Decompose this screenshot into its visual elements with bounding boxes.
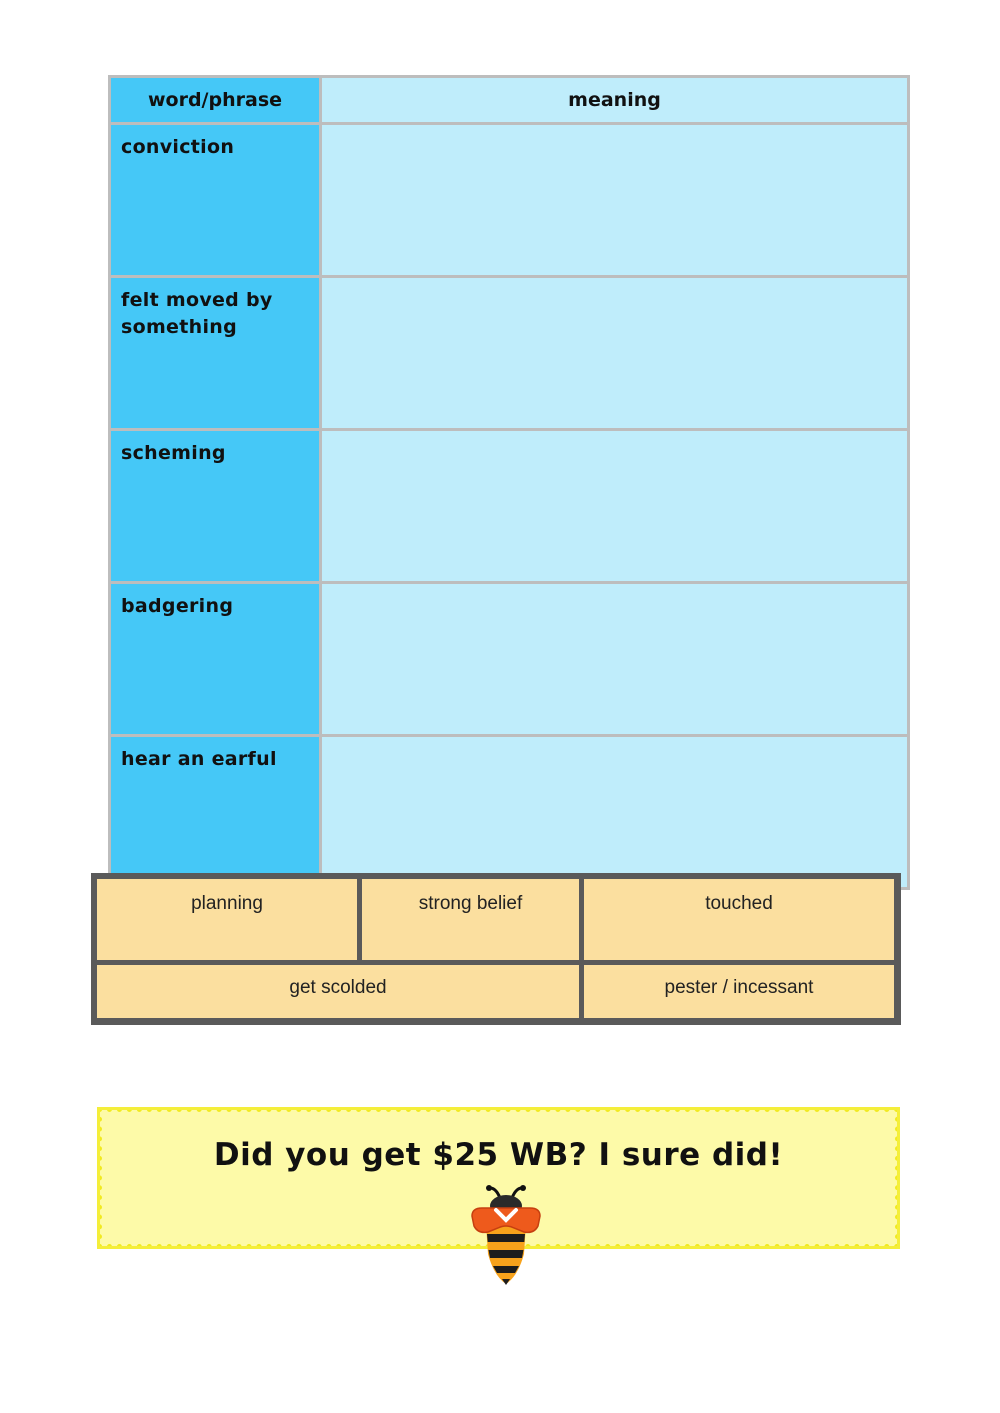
word-bank-option[interactable]: get scolded	[97, 965, 579, 1018]
table-row	[110, 430, 909, 583]
word-bank-option[interactable]: strong belief	[362, 879, 579, 960]
table-row	[110, 124, 909, 277]
word-cell: badgering	[110, 583, 321, 736]
meaning-answer-cell[interactable]	[321, 583, 909, 736]
meaning-answer-cell[interactable]	[321, 430, 909, 583]
word-bank-option[interactable]: pester / incessant	[584, 965, 894, 1018]
table-row	[110, 583, 909, 736]
meaning-answer-cell[interactable]	[321, 124, 909, 277]
promo-text: Did you get $25 WB? I sure did!	[213, 1137, 784, 1173]
word-phrase-header: word/phrase	[110, 77, 321, 124]
bee-with-sunglasses-icon	[466, 1184, 546, 1286]
word-cell: scheming	[110, 430, 321, 583]
word-cell: conviction	[110, 124, 321, 277]
table-row	[110, 277, 909, 430]
word-cell: hear an earful	[110, 736, 321, 889]
meaning-answer-cell[interactable]	[321, 277, 909, 430]
vocabulary-table	[108, 75, 910, 890]
table-header-row	[110, 77, 909, 124]
word-bank-option[interactable]: planning	[97, 879, 357, 960]
meaning-answer-cell[interactable]	[321, 736, 909, 889]
table-row	[110, 736, 909, 889]
word-cell: felt moved by something	[110, 277, 321, 430]
word-bank	[91, 873, 901, 1025]
meaning-header: meaning	[321, 77, 909, 124]
word-bank-option[interactable]: touched	[584, 879, 894, 960]
